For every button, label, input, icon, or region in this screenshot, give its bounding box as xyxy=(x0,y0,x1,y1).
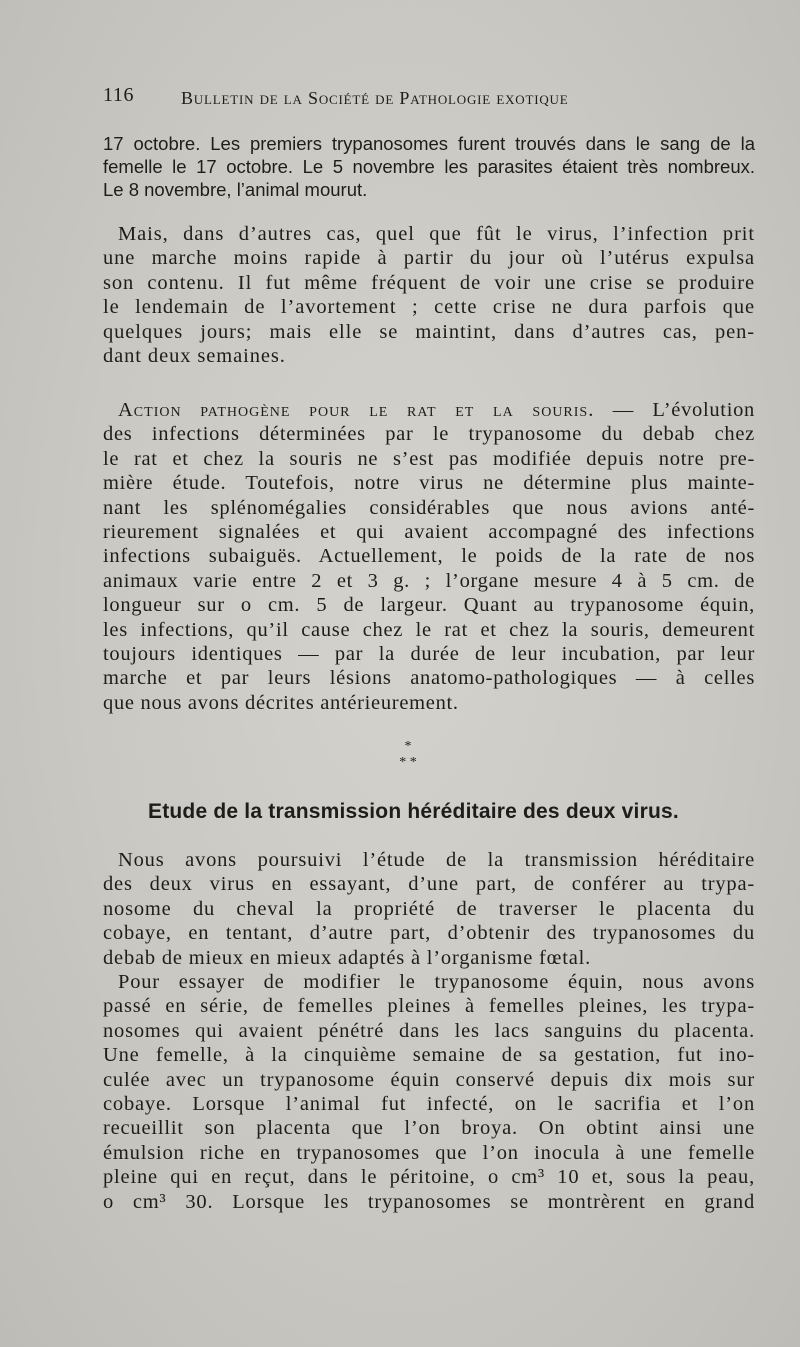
asterism-top: * xyxy=(404,739,412,754)
page-number: 116 xyxy=(103,84,135,106)
text-line: 17 octobre. Les premiers trypanosomes furent trouvés dans le sang de la xyxy=(103,133,755,154)
paragraph-pathogenic-action xyxy=(103,398,755,715)
text-line: nosome du cheval la propriété de traverser le placenta du xyxy=(103,897,755,920)
text-line: Mais, dans d’autres cas, quel que fût le virus, l’infection prit xyxy=(118,223,755,245)
text-line: cobaye. Lorsque l’animal fut infecté, on le sacrifia et l’on xyxy=(103,1093,755,1116)
text-line: infections subaiguës. Actuellement, le poids de la rate de nos xyxy=(103,545,755,568)
text-line-rest: — L’évolution xyxy=(594,399,755,421)
text-line: dant deux semaines. xyxy=(103,345,286,368)
text-line: passé en série, de femelles pleines à femelles pleines, les trypa- xyxy=(103,995,755,1018)
text-line: émulsion riche en trypanosomes que l’on inocula à une femelle xyxy=(103,1141,755,1164)
paragraph-crisis xyxy=(103,222,755,368)
text-line: Pour essayer de modifier le trypanosome équin, nous avons xyxy=(118,971,755,993)
text-line: que nous avons décrites antérieurement. xyxy=(103,691,459,714)
text-line: le lendemain de l’avortement ; cette crise ne dura parfois que xyxy=(103,296,755,319)
text-line: longueur sur o cm. 5 de largeur. Quant au trypanosome équin, xyxy=(103,594,755,617)
page-header xyxy=(103,84,763,120)
text-line: culée avec un trypanosome équin conservé depuis dix mois sur xyxy=(103,1068,755,1091)
text-line: mière étude. Toutefois, notre virus ne détermine plus mainte- xyxy=(103,472,755,495)
paragraph-continuation xyxy=(103,132,755,201)
text-line: Le 8 novembre, l’animal mourut. xyxy=(103,179,368,200)
text-line: toujours identiques — par la durée de leur incubation, par leur xyxy=(103,643,755,666)
text-line: o cm³ 30. Lorsque les trypanosomes se montrèrent en grand xyxy=(103,1190,755,1213)
text-line: des deux virus en essayant, d’une part, de conférer au trypa- xyxy=(103,873,755,896)
text-line: debab de mieux en mieux adaptés à l’organisme fœtal. xyxy=(103,946,592,969)
text-line: son contenu. Il fut même fréquent de voir une crise se produire xyxy=(103,271,755,294)
paragraph-serial-passage xyxy=(103,970,755,1214)
text-line: des infections déterminées par le trypanosome du debab chez xyxy=(103,423,755,446)
text-line: nant les splénomégalies considérables que nous avions anté- xyxy=(103,496,755,519)
text-line: les infections, qu’il cause chez le rat et chez la souris, demeurent xyxy=(103,618,755,641)
text-line: Nous avons poursuivi l’étude de la transmission héréditaire xyxy=(118,849,755,871)
text-line: animaux varie entre 2 et 3 g. ; l’organe mesure 4 à 5 cm. de xyxy=(103,569,755,592)
text-line: le rat et chez la souris ne s’est pas modifiée depuis notre pre- xyxy=(103,447,755,470)
text-line: Une femelle, à la cinquième semaine de sa gestation, fut ino- xyxy=(103,1044,755,1067)
run-in-heading: Action pathogène pour le rat et la souris. xyxy=(118,399,595,421)
text-line: cobaye, en tentant, d’autre part, d’obtenir des trypanosomes du xyxy=(103,922,755,945)
text-line: quelques jours; mais elle se maintint, dans d’autres cas, pen- xyxy=(103,320,755,343)
paragraph-study-intro xyxy=(103,848,755,970)
text-line: rieurement signalées et qui avaient accompagné des infections xyxy=(103,521,755,544)
text-line: femelle le 17 octobre. Le 5 novembre les parasites étaient très nombreux. xyxy=(103,156,755,177)
text-line: nosomes qui avaient pénétré dans les lacs sanguins du placenta. xyxy=(103,1019,755,1042)
running-title: Bulletin de la Société de Pathologie exotique xyxy=(181,88,569,108)
text-line: pleine qui en reçut, dans le péritoine, o cm³ 10 et, sous la peau, xyxy=(103,1166,755,1189)
section-title: Etude de la transmission héréditaire des deux virus. xyxy=(148,800,679,823)
text-line: marche et par leurs lésions anatomo-pathologiques — à celles xyxy=(103,667,755,690)
text-line: recueillit son placenta que l’on broya. On obtint ainsi une xyxy=(103,1117,755,1140)
asterism-bottom: * * xyxy=(399,755,417,770)
text-line xyxy=(103,398,755,422)
text-line: une marche moins rapide à partir du jour où l’utérus expulsa xyxy=(103,247,755,270)
